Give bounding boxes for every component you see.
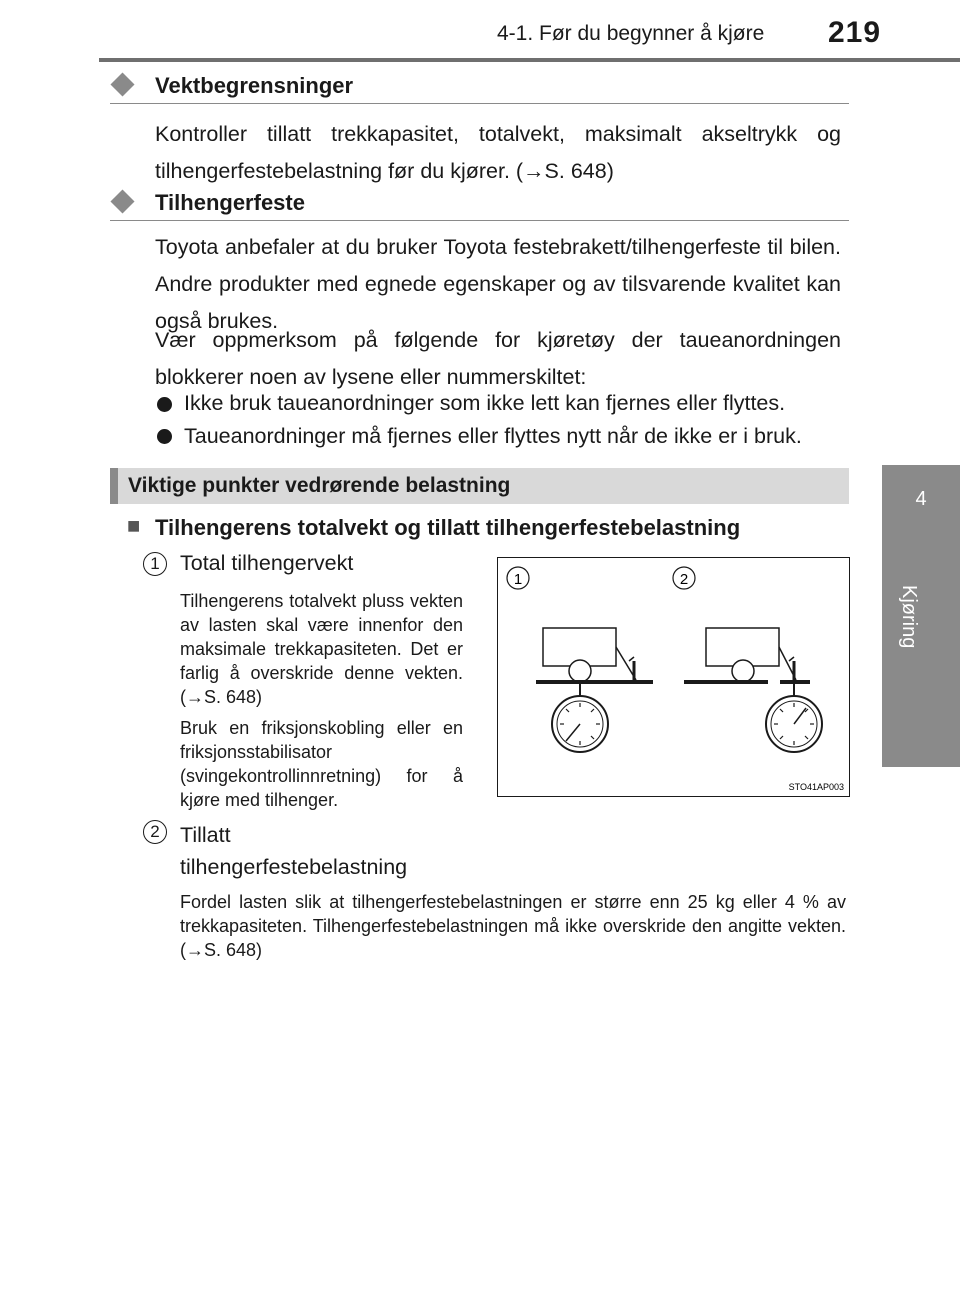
section-rule <box>110 220 849 221</box>
hitch-bullet-1: Ikke bruk taueanordninger som ikke lett kan fjernes eller flyttes. <box>184 391 786 415</box>
diamond-bullet-icon <box>110 189 134 213</box>
important-points-bar <box>110 468 849 504</box>
hitch-paragraph-2: Vær oppmerksom på følgende for kjøretøy der taueanordningen blokkerer noen av lysene eller nummerskiltet: <box>155 328 841 389</box>
important-points-title: Viktige punkter vedrørende belastning <box>128 474 511 497</box>
bullet-dot-icon <box>157 397 172 412</box>
item-2-number: 2 <box>143 820 167 844</box>
subheading-title: Tilhengerens totalvekt og tillatt tilhengerfestebelastning <box>155 515 741 540</box>
trailer-weight-figure <box>497 557 850 797</box>
item-1-paragraph-1: Tilhengerens totalvekt pluss vekten av lasten skal være innenfor den maksimale trekkapasiteten. Det er farlig å overskride denne vekten. (→S. 648) <box>180 591 463 707</box>
item-2-paragraph: Fordel lasten slik at tilhengerfestebelastningen er større enn 25 kg eller 4 % av trekkapasiteten. Tilhengerfestebelastningen må ikke overskride den angitte vekten. (→S. 648) <box>180 892 846 960</box>
chapter-label: Kjøring <box>898 585 920 649</box>
diamond-bullet-icon <box>110 72 134 96</box>
figure-label-1: 1 <box>513 571 523 588</box>
hitch-bullet-2: Taueanordninger må fjernes eller flyttes nytt når de ikke er i bruk. <box>184 424 802 448</box>
page-number: 219 <box>828 16 882 49</box>
section-title-weight-limits: Vektbegrensninger <box>155 73 354 98</box>
trailer-total-weight-illustration <box>536 628 653 752</box>
figure-label-2: 2 <box>679 571 689 588</box>
weight-limits-text: Kontroller tillatt trekkapasitet, totalvekt, maksimalt akseltrykk og tilhengerfestebelastning før du kjører. (→S. 648) <box>155 122 841 183</box>
bullet-dot-icon <box>157 429 172 444</box>
item-1-number: 1 <box>143 552 167 576</box>
header-section-title: 4-1. Før du begynner å kjøre <box>497 22 765 45</box>
item-1-title: Total tilhengervekt <box>180 551 354 575</box>
figure-code: STO41AP003 <box>788 782 844 792</box>
item-1-paragraph-2: Bruk en friksjonskobling eller en friksjonsstabilisator (svingekontrollinnretning) for å kjøre med tilhenger. <box>180 718 463 810</box>
square-bullet-icon: ■ <box>127 513 141 538</box>
chapter-number: 4 <box>915 488 927 510</box>
tongue-weight-illustration <box>684 628 822 752</box>
item-2-title: Tillatt tilhengerfestebelastning <box>180 823 408 879</box>
header-rule <box>99 58 960 62</box>
section-rule <box>110 103 849 104</box>
trailer-scale-diagram <box>498 558 849 796</box>
section-title-hitch: Tilhengerfeste <box>155 190 305 215</box>
hitch-paragraph-1: Toyota anbefaler at du bruker Toyota festebrakett/tilhengerfeste til bilen. Andre produkter med egnede egenskaper og av tilsvarende kvalitet kan også brukes. <box>155 235 841 333</box>
